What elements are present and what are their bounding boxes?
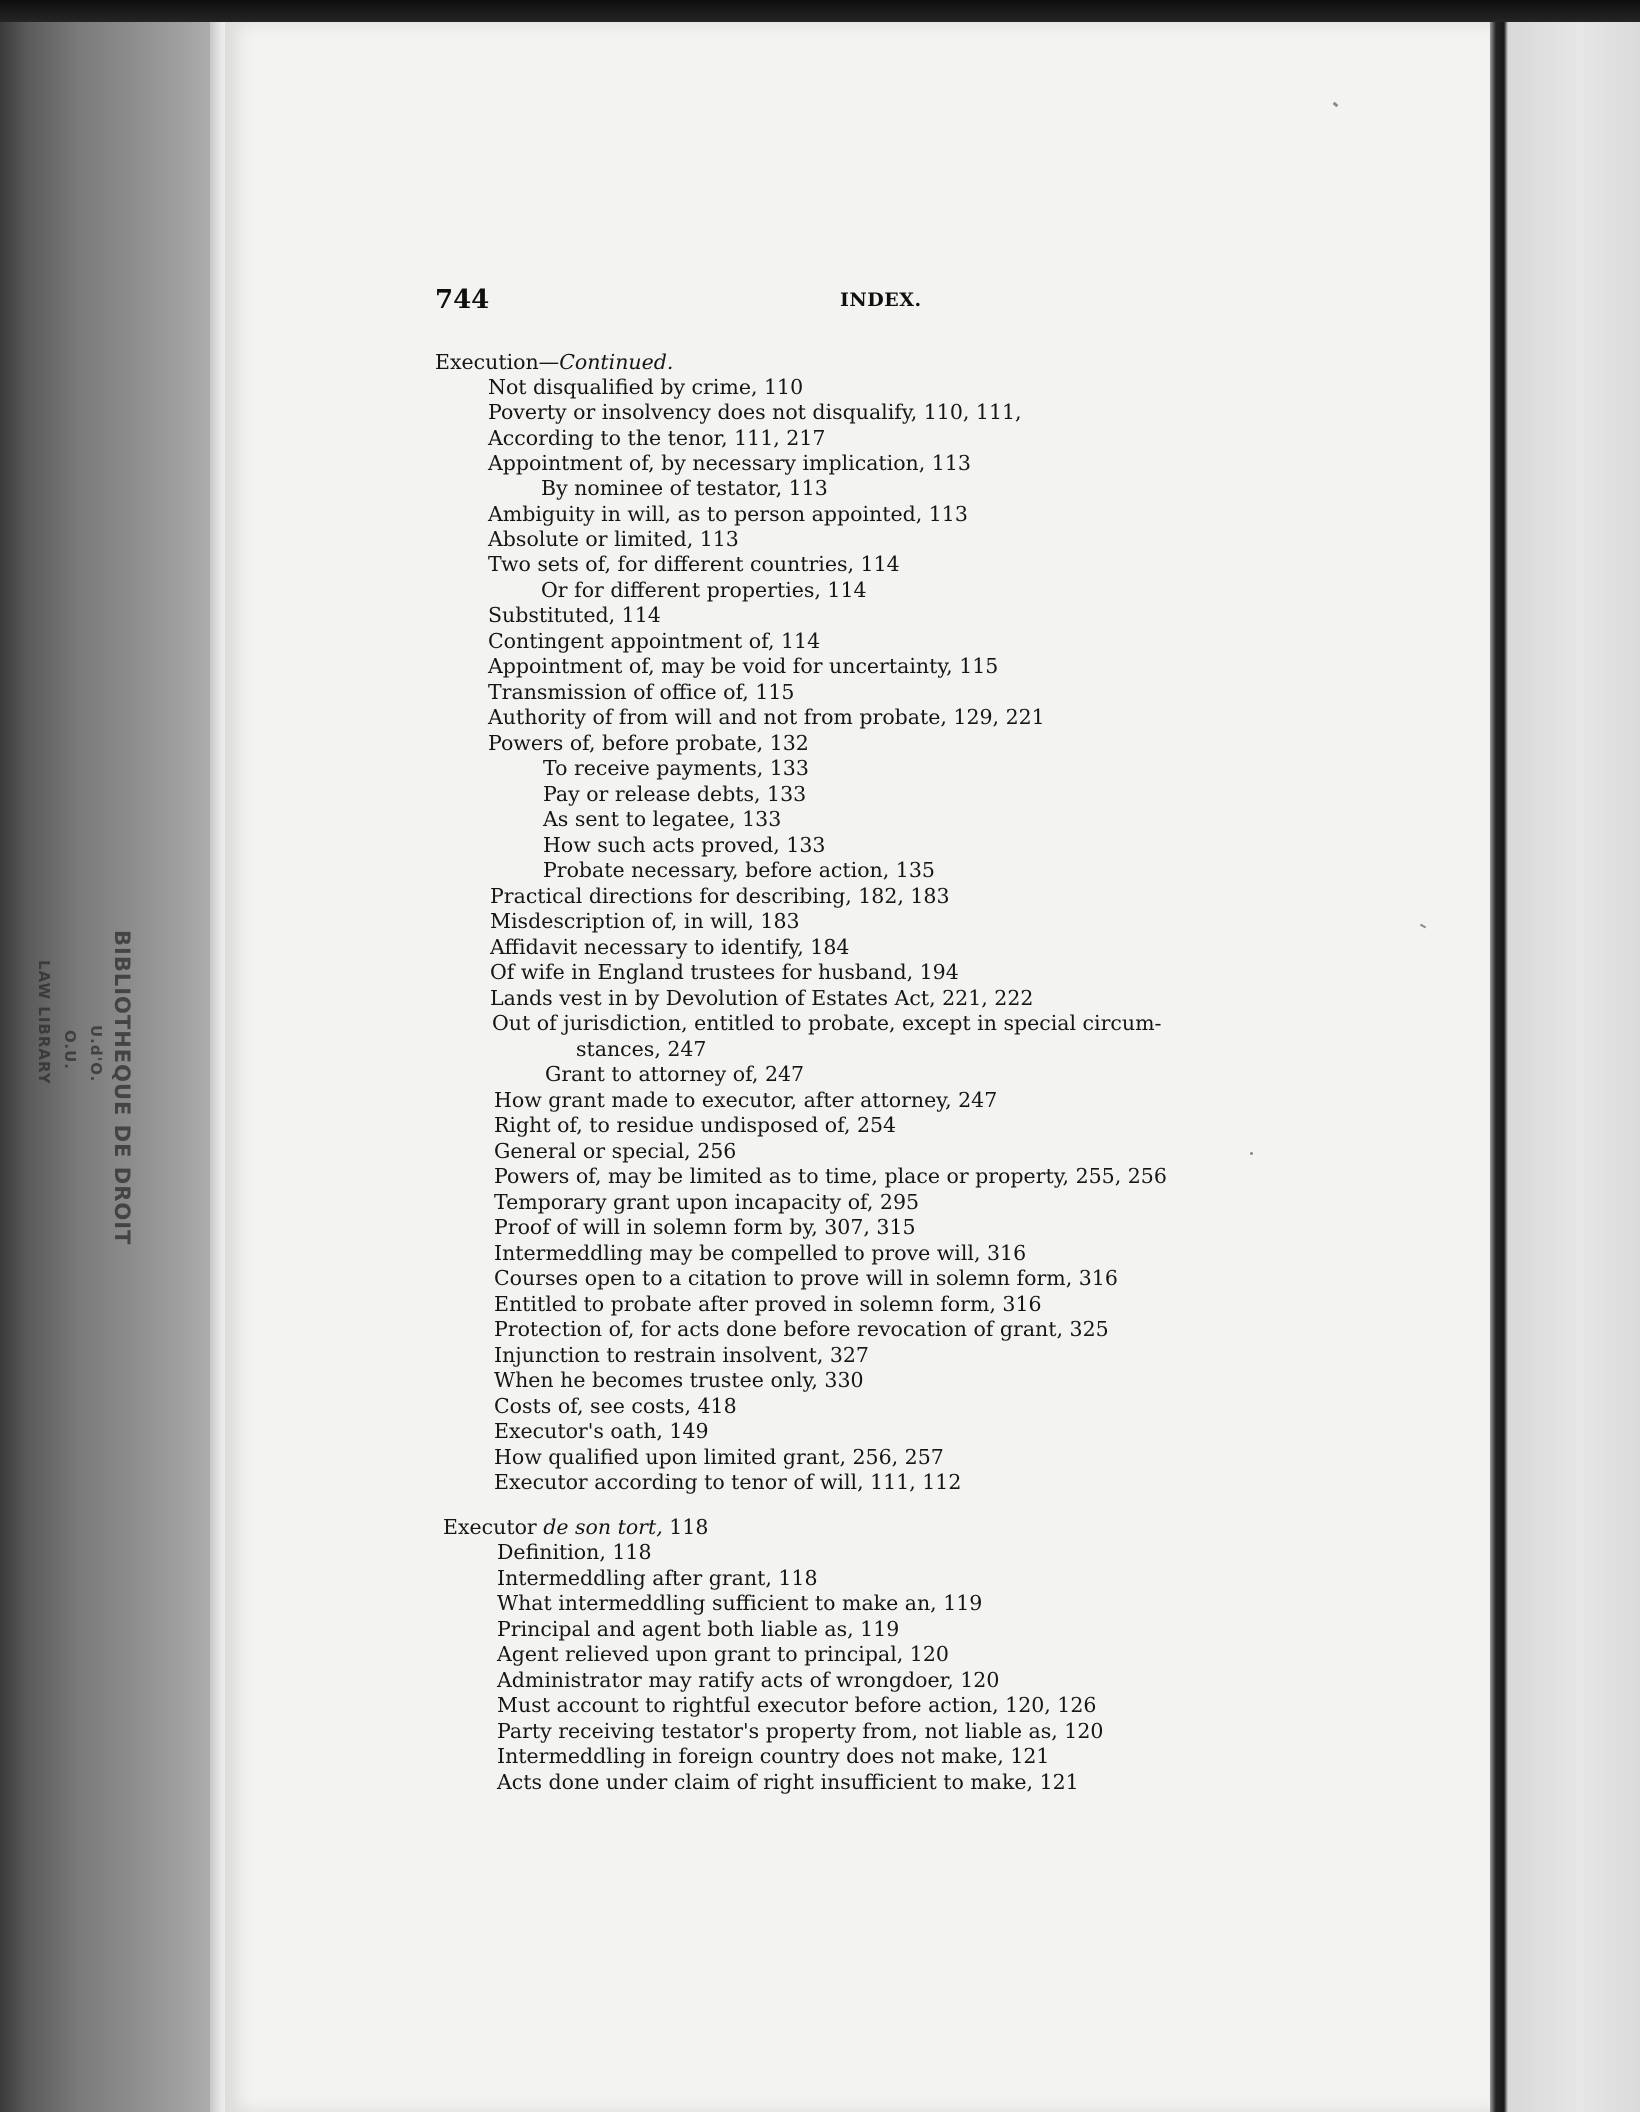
heading-text: Executor [443,1515,544,1539]
index-subentry: As sent to legatee, 133 [543,807,782,831]
index-entry: Practical directions for describing, 182, 183 [490,884,950,908]
index-entry: Appointment of, may be void for uncertainty, 115 [488,654,999,678]
index-entry: Authority of from will and not from probate, 129, 221 [488,705,1045,729]
index-subentry: Pay or release debts, 133 [543,782,807,806]
index-entry: Courses open to a citation to prove will in solemn form, 316 [494,1266,1118,1290]
index-subentry: Grant to attorney of, 247 [545,1062,805,1086]
index-entry: Agent relieved upon grant to principal, 120 [497,1642,949,1666]
index-subentry: By nominee of testator, 113 [541,476,828,500]
heading-text: Execution— [435,350,560,374]
library-stamp-line: BIBLIOTHEQUE DE DROIT [110,930,134,1246]
heading-page: 118 [662,1515,709,1539]
index-entry: How qualified upon limited grant, 256, 257 [494,1445,944,1469]
index-entry: Ambiguity in will, as to person appointed, 113 [488,502,968,526]
index-entry: Powers of, may be limited as to time, place or property, 255, 256 [494,1164,1167,1188]
index-entry: Of wife in England trustees for husband, 194 [490,960,959,984]
index-entry: Must account to rightful executor before action, 120, 126 [497,1693,1097,1717]
index-entry: General or special, 256 [494,1139,737,1163]
dust-speck [1250,1152,1253,1155]
index-entry: Right of, to residue undisposed of, 254 [494,1113,897,1137]
index-entry: Definition, 118 [497,1540,652,1564]
index-entry: Affidavit necessary to identify, 184 [490,935,850,959]
library-stamp [31,930,135,1246]
index-entry: Executor's oath, 149 [494,1419,709,1443]
library-stamp-line: U.d'O. [87,1025,105,1083]
facing-page-edge [1490,22,1640,2112]
index-entry: Party receiving testator's property from, not liable as, 120 [497,1719,1104,1743]
index-subentry: Probate necessary, before action, 135 [543,858,935,882]
index-entry: Proof of will in solemn form by, 307, 315 [494,1215,916,1239]
index-entry: Two sets of, for different countries, 114 [488,552,900,576]
index-entry: Intermeddling may be compelled to prove will, 316 [494,1241,1027,1265]
index-entry: Powers of, before probate, 132 [488,731,809,755]
library-stamp-line: LAW LIBRARY [35,960,53,1085]
index-entry: How grant made to executor, after attorney, 247 [494,1088,998,1112]
index-subentry: How such acts proved, 133 [543,833,826,857]
index-heading-executor-de-son-tort [443,1515,708,1540]
index-heading-execution [435,350,673,375]
index-entry: Injunction to restrain insolvent, 327 [494,1343,869,1367]
index-entry: Acts done under claim of right insufficient to make, 121 [497,1770,1079,1794]
index-subentry: To receive payments, 133 [543,756,809,780]
index-entry: Entitled to probate after proved in solemn form, 316 [494,1292,1042,1316]
index-entry: Out of jurisdiction, entitled to probate, except in special circum- [492,1011,1162,1035]
index-entry: Contingent appointment of, 114 [488,629,821,653]
library-stamp-line: O.U. [61,1030,79,1070]
index-entry-continuation: stances, 247 [576,1037,707,1061]
index-entry: Lands vest in by Devolution of Estates Act, 221, 222 [490,986,1034,1010]
index-entry: Protection of, for acts done before revocation of grant, 325 [494,1317,1109,1341]
index-entry: Administrator may ratify acts of wrongdoer, 120 [497,1668,1000,1692]
heading-italic: de son tort, [543,1515,663,1539]
index-entry: Intermeddling in foreign country does not make, 121 [497,1744,1050,1768]
index-entry: Poverty or insolvency does not disqualify, 110, 111, [488,400,1022,424]
page-number: 744 [435,285,490,315]
index-entry: Costs of, see costs, 418 [494,1394,737,1418]
index-entry: What intermeddling sufficient to make an, 119 [497,1591,983,1615]
index-entry: Not disqualified by crime, 110 [488,375,804,399]
index-entry: According to the tenor, 111, 217 [488,426,826,450]
index-entry: Principal and agent both liable as, 119 [497,1617,900,1641]
book-page [225,22,1490,2112]
heading-continued: Continued. [559,350,674,374]
index-entry: Misdescription of, in will, 183 [490,909,800,933]
index-entry: When he becomes trustee only, 330 [494,1368,864,1392]
index-entry: Transmission of office of, 115 [488,680,795,704]
index-subentry: Or for different properties, 114 [541,578,867,602]
index-entry: Substituted, 114 [488,603,661,627]
index-entry: Absolute or limited, 113 [488,527,739,551]
index-entry: Executor according to tenor of will, 111, 112 [494,1470,962,1494]
index-entry: Intermeddling after grant, 118 [497,1566,818,1590]
index-entry: Appointment of, by necessary implication, 113 [488,451,971,475]
running-head: INDEX. [840,289,922,311]
index-entry: Temporary grant upon incapacity of, 295 [494,1190,920,1214]
